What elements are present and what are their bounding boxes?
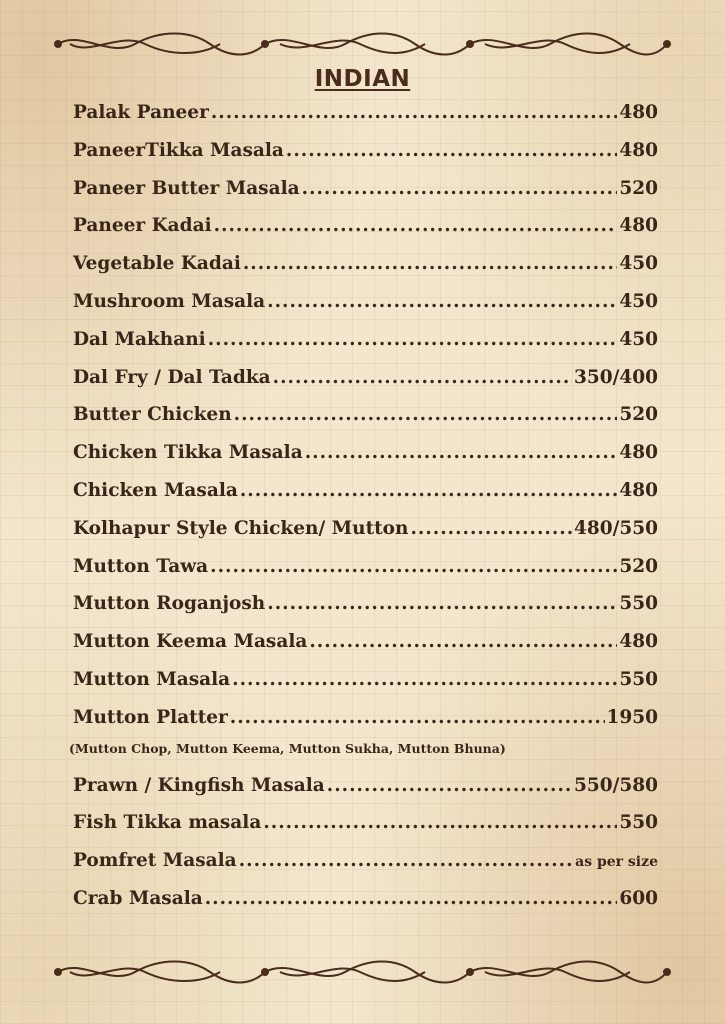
menu-item (73, 669, 658, 707)
menu-item-price: 450 (619, 328, 658, 350)
menu-item-name: Chicken Tikka Masala (73, 442, 303, 464)
menu-item (73, 442, 658, 480)
menu-item-price: 480 (619, 479, 658, 501)
dot-leader (410, 518, 572, 539)
dot-leader (273, 367, 572, 388)
dot-leader (205, 888, 618, 909)
menu-item (73, 812, 658, 850)
menu-item-price: 480 (619, 442, 658, 464)
menu-item (73, 102, 658, 140)
menu-item (73, 480, 658, 518)
menu-item-name: Paneer Butter Masala (73, 177, 300, 199)
menu-item-price: 350/400 (574, 366, 658, 388)
menu-item-price: 520 (619, 177, 658, 199)
menu-item (73, 556, 658, 594)
menu-item (73, 367, 658, 405)
menu-item-name: Vegetable Kadai (73, 253, 241, 275)
dot-leader (327, 775, 572, 796)
menu-item-name: Mutton Roganjosh (73, 593, 266, 615)
dot-leader (234, 404, 618, 425)
dot-leader (305, 442, 618, 463)
menu-item-price: 520 (619, 404, 658, 426)
menu-item-name: Chicken Masala (73, 479, 238, 501)
menu-item-price: 550 (619, 668, 658, 690)
dot-leader (210, 556, 617, 577)
menu-item-price: 520 (619, 555, 658, 577)
menu-item-note: (Mutton Chop, Mutton Keema, Mutton Sukha, Mutton Bhuna) (69, 740, 506, 756)
menu-item-name: Pomfret Masala (73, 850, 237, 872)
menu-item (73, 140, 658, 178)
menu-item (73, 888, 658, 926)
menu-item-name: Kolhapur Style Chicken/ Mutton (73, 517, 409, 539)
menu-item (73, 215, 658, 253)
menu-item-price: 450 (619, 253, 658, 275)
menu-item-price: 480 (619, 139, 658, 161)
menu-item (73, 631, 658, 669)
menu-item-name: Butter Chicken (73, 404, 232, 426)
menu-item-price: 480 (619, 631, 658, 653)
menu-item-name: Prawn / Kingfish Masala (73, 774, 325, 796)
menu-item-price: 550 (619, 593, 658, 615)
menu-item-price: 600 (619, 887, 658, 909)
menu-item-price: 1950 (606, 706, 658, 728)
menu-item-price: as per size (575, 854, 658, 871)
menu-item-price: 550/580 (574, 774, 658, 796)
menu-item-name: Mutton Platter (73, 706, 228, 728)
dot-leader (263, 812, 617, 833)
dot-leader (232, 669, 617, 690)
dot-leader (267, 593, 617, 614)
menu-item-name: PaneerTikka Masala (73, 139, 284, 161)
ornamental-border-top (50, 32, 675, 56)
menu-item-name: Crab Masala (73, 887, 203, 909)
menu-item-name: Dal Fry / Dal Tadka (73, 366, 271, 388)
menu-item (73, 707, 658, 745)
menu-list (69, 102, 658, 926)
menu-item (73, 329, 658, 367)
menu-item-price: 480 (619, 102, 658, 123)
dot-leader (302, 178, 618, 199)
menu-item-price: 480/550 (574, 517, 658, 539)
dot-leader (309, 631, 617, 652)
dot-leader (214, 215, 618, 236)
menu-item (73, 178, 658, 216)
menu-item-name: Paneer Kadai (73, 215, 212, 237)
menu-item-price: 550 (619, 812, 658, 834)
menu-item (73, 404, 658, 442)
menu-item-name: Dal Makhani (73, 328, 206, 350)
menu-item-name: Mutton Masala (73, 668, 231, 690)
dot-leader (240, 480, 618, 501)
menu-item (73, 850, 658, 888)
menu-item-name: Mutton Keema Masala (73, 631, 308, 653)
menu-item-name: Palak Paneer (73, 102, 209, 123)
ornamental-border-bottom (50, 960, 675, 984)
menu-item-name: Fish Tikka masala (73, 812, 262, 834)
dot-leader (211, 102, 618, 123)
menu-item-price: 480 (619, 215, 658, 237)
dot-leader (267, 291, 617, 312)
dot-leader (230, 707, 605, 728)
menu-item-name: Mushroom Masala (73, 290, 266, 312)
menu-item (73, 291, 658, 329)
dot-leader (239, 850, 573, 871)
menu-item (73, 775, 658, 813)
menu-item (73, 518, 658, 556)
section-title: INDIAN (314, 66, 411, 92)
dot-leader (243, 253, 618, 274)
dot-leader (208, 329, 618, 350)
menu-item-price: 450 (619, 290, 658, 312)
menu-item (73, 593, 658, 631)
menu-item-name: Mutton Tawa (73, 555, 209, 577)
menu-item (73, 253, 658, 291)
dot-leader (286, 140, 617, 161)
